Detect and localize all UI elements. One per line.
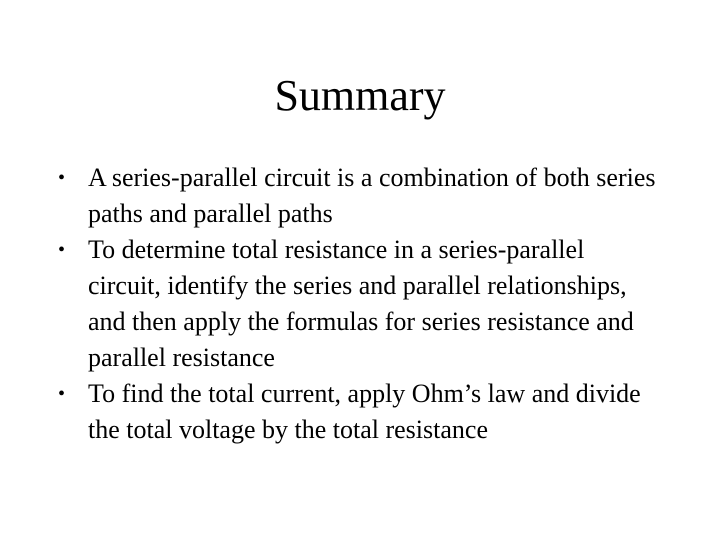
bullet-icon: •: [58, 239, 66, 261]
bullet-text: To find the total current, apply Ohm’s law and divide the total voltage by the total resistance: [88, 379, 641, 444]
bullet-list: [58, 160, 658, 448]
bullet-item: [58, 232, 658, 376]
slide-title: Summary: [274, 71, 446, 120]
bullet-text: To determine total resistance in a series-parallel circuit, identify the series and parallel relationships, and then apply the formulas for series resistance and parallel resistance: [88, 235, 634, 372]
bullet-item: [58, 376, 658, 448]
bullet-icon: •: [58, 383, 66, 405]
bullet-icon: •: [58, 167, 66, 189]
bullet-item: [58, 160, 658, 232]
bullet-text: A series-parallel circuit is a combination of both series paths and parallel paths: [88, 163, 656, 228]
